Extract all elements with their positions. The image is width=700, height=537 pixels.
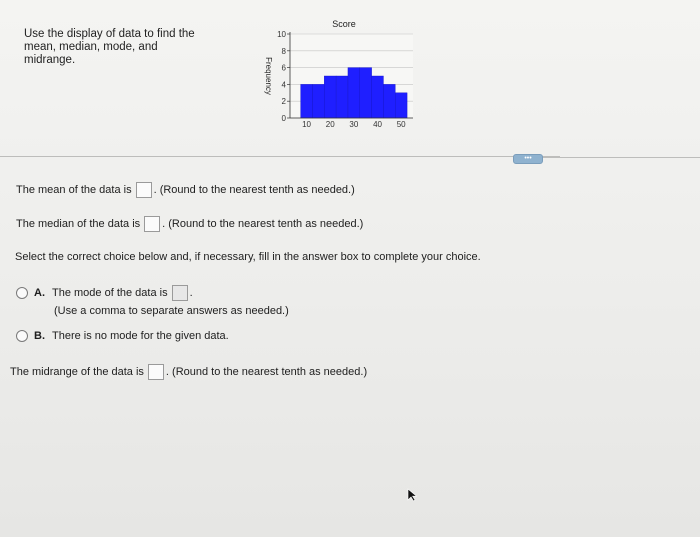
histogram-bar (301, 84, 313, 118)
option-b[interactable] (16, 330, 229, 342)
mean-question (16, 182, 355, 198)
mouse-cursor-icon (407, 488, 419, 502)
option-a-text: The mode of the data is (52, 286, 168, 299)
histogram-bar (324, 76, 336, 118)
x-tick-label: 20 (325, 120, 335, 129)
histogram-chart (250, 14, 420, 134)
midrange-question (10, 364, 367, 380)
median-suffix: . (Round to the nearest tenth as needed.) (162, 217, 364, 230)
midrange-suffix: . (Round to the nearest tenth as needed.) (165, 365, 368, 378)
histogram-bar (395, 93, 407, 118)
y-tick-label: 0 (281, 114, 286, 123)
mean-prefix: The mean of the data is (16, 183, 132, 196)
median-prefix: The median of the data is (16, 217, 141, 230)
option-a-note: (Use a comma to separate answers as needed.) (54, 305, 289, 317)
histogram-svg (250, 14, 420, 134)
option-b-text: There is no mode for the given data. (52, 330, 229, 342)
histogram-bar (312, 84, 324, 118)
option-a-radio[interactable] (16, 287, 28, 299)
mean-suffix: . (Round to the nearest tenth as needed.) (153, 183, 355, 196)
y-tick-label: 2 (281, 97, 286, 107)
median-answer-box[interactable] (144, 216, 160, 232)
median-question (16, 216, 363, 232)
histogram-bar (383, 84, 395, 118)
histogram-bar (372, 76, 384, 118)
x-tick-label: 50 (396, 120, 406, 129)
option-b-radio[interactable] (16, 330, 28, 342)
y-axis-label: Frequency (264, 57, 273, 95)
mean-answer-box[interactable] (136, 182, 152, 198)
option-b-letter: B. (34, 330, 45, 342)
chart-title: Score (332, 19, 356, 29)
mode-answer-box[interactable] (172, 285, 188, 301)
option-a[interactable]: A. The mode of the data is . (16, 285, 193, 301)
section-divider-right (543, 157, 700, 158)
y-tick-label: 10 (277, 30, 286, 39)
histogram-bar (336, 76, 348, 118)
y-tick-label: 4 (281, 80, 286, 90)
x-tick-label: 10 (302, 120, 312, 129)
histogram-bar (360, 68, 372, 118)
more-options-button[interactable]: ••• (513, 154, 543, 164)
x-tick-label: 40 (373, 120, 382, 129)
option-a-letter: A. (34, 286, 45, 299)
question-prompt: Use the display of data to find the mean, median, mode, and midrange. (24, 28, 195, 66)
histogram-bar (348, 68, 360, 118)
section-divider (0, 156, 560, 157)
midrange-prefix: The midrange of the data is (10, 365, 144, 378)
midrange-answer-box[interactable] (148, 364, 164, 380)
x-tick-label: 30 (349, 120, 359, 129)
y-tick-label: 6 (281, 63, 286, 73)
y-tick-label: 8 (281, 46, 286, 56)
select-instruction: Select the correct choice below and, if necessary, fill in the answer box to complete your choice. (15, 251, 481, 263)
